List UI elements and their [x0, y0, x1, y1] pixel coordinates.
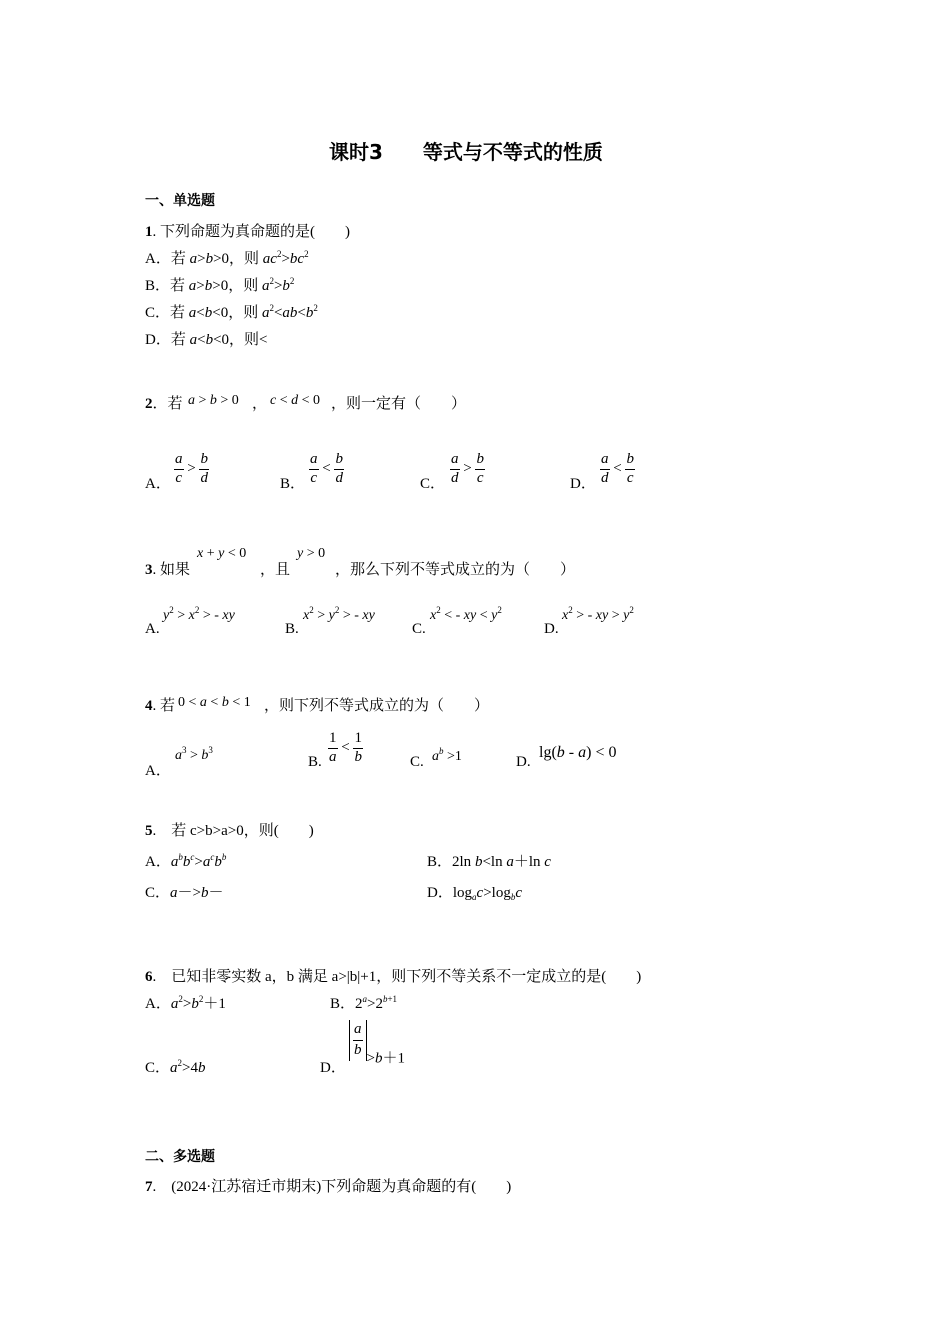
question-3-option-d-label[interactable]: D. — [544, 621, 559, 637]
question-4-option-a-label[interactable]: A． — [145, 763, 171, 779]
question-3-mid: ，且 — [260, 562, 291, 578]
question-2-tail: ，则一定有（ ） — [331, 396, 467, 412]
question-5-option-c[interactable]: C．a－>b－ — [145, 885, 224, 901]
question-5-stem — [145, 824, 314, 839]
question-3-condition-2: y > 0 — [297, 546, 326, 561]
option-label: D．若 — [145, 332, 186, 348]
question-6-option-b[interactable]: B．$2^a>2^{b+1}$ — [330, 994, 398, 1012]
question-2-option-b-label[interactable]: B． — [280, 476, 306, 492]
question-4-condition: 0 < a < b < 1 — [178, 695, 251, 710]
question-3-option-c-label[interactable]: C. — [412, 621, 426, 637]
comma: ， — [252, 396, 268, 412]
question-6-option-d-formula: $\frac{a}{b}$ >b＋1 — [349, 1020, 405, 1067]
option-label: A． — [145, 996, 171, 1012]
question-4-option-d-label[interactable]: D. — [516, 754, 531, 770]
question-3-option-c-formula: $x^2$ < - xy < $y^2$ — [430, 605, 502, 623]
question-2-option-d-formula: $\frac{a}{d}$ < $\frac{b}{c}$ — [601, 451, 634, 486]
question-number: 6 — [145, 969, 153, 985]
question-4-option-b-formula: $\frac{1}{a}$ < $\frac{1}{b}$ — [329, 730, 362, 765]
question-number: 4 — [145, 698, 153, 714]
question-text: ．若 — [152, 396, 183, 412]
question-2-option-a-formula: $\frac{a}{c}$ > $\frac{b}{d}$ — [175, 451, 208, 486]
question-3-tail: ，那么下列不等式成立的为（ ） — [335, 562, 576, 578]
question-6-option-a[interactable]: A．$a^2>b^2+1$ — [145, 994, 226, 1012]
question-2-option-a-label[interactable]: A． — [145, 476, 171, 492]
question-2-condition-1: a > b > 0 — [188, 393, 239, 408]
option-label: D． — [427, 885, 453, 901]
question-7-stem — [145, 1180, 511, 1195]
question-2-option-c-label[interactable]: C． — [420, 476, 446, 492]
question-2-stem — [145, 397, 183, 412]
question-3-stem — [145, 563, 190, 578]
question-2-option-c-formula: $\frac{a}{d}$ > $\frac{b}{c}$ — [451, 451, 484, 486]
question-5-option-a[interactable]: A．$a^bb^c>a^cb^b$ — [145, 852, 227, 870]
question-3-option-b-label[interactable]: B. — [285, 621, 299, 637]
question-4-option-c-formula: $a^b >1$ — [432, 746, 462, 764]
option-label: B．若 — [145, 278, 186, 294]
option-label: C．若 — [145, 305, 186, 321]
option-label: C． — [145, 1060, 171, 1076]
question-text: . 已知非零实数 a，b 满足 a>|b|+1，则下列不等关系不一定成立的是( ) — [152, 969, 642, 985]
question-1-option-b[interactable]: B．若 a>b>0，则 $a^2>b^2$ — [145, 276, 295, 294]
question-5-option-b[interactable]: B．2ln b<ln a＋ln c — [427, 854, 551, 870]
question-6-option-c[interactable]: C．$a^2>4b$ — [145, 1058, 206, 1076]
section-heading-single-choice: 一、单选题 — [145, 193, 215, 209]
question-text: . 若 — [152, 698, 176, 714]
question-3-condition-1: x + y < 0 — [197, 546, 247, 561]
option-label: A． — [145, 854, 171, 870]
question-1-stem — [145, 225, 350, 240]
question-6-option-d-label[interactable]: D． — [320, 1060, 346, 1076]
question-1-option-d[interactable]: D．若 a<b<0，则< — [145, 332, 268, 348]
question-4-option-d-formula: lg(b - a) < 0 — [539, 744, 617, 761]
question-text: . 若 c>b>a>0，则( ) — [152, 823, 314, 839]
question-3-option-d-formula: $x^2$ > - xy > $y^2$ — [562, 605, 634, 623]
question-2-option-d-label[interactable]: D． — [570, 476, 596, 492]
question-number: 1 — [145, 224, 153, 240]
question-text: . 如果 — [152, 562, 191, 578]
question-4-option-c-label[interactable]: C. — [410, 754, 424, 770]
question-3-option-b-formula: $x^2 > y^2$ > - xy — [303, 605, 375, 623]
question-number: 5 — [145, 823, 153, 839]
question-5-option-d[interactable]: D．$\log_ac>\log_bc$ — [427, 885, 522, 902]
question-1-option-a[interactable]: A．若 a>b>0，则 $ac^2>bc^2$ — [145, 249, 309, 267]
question-number: 7 — [145, 1179, 153, 1195]
question-6-stem — [145, 970, 641, 985]
page-title: 课时3 等式与不等式的性质 — [329, 140, 603, 164]
question-2-option-b-formula: $\frac{a}{c}$ < $\frac{b}{d}$ — [310, 451, 343, 486]
option-label: A．若 — [145, 251, 186, 267]
section-heading-multiple-choice: 二、多选题 — [145, 1149, 215, 1165]
question-text: . (2024·江苏宿迁市期末)下列命题为真命题的有( ) — [152, 1179, 512, 1195]
question-4-option-a-formula: $a^3 > b^3$ — [175, 745, 213, 763]
question-text: . 下列命题为真命题的是( ) — [152, 224, 350, 240]
question-4-tail: ，则下列不等式成立的为（ ） — [264, 698, 490, 714]
question-4-option-b-label[interactable]: B. — [308, 754, 322, 770]
question-3-option-a-label[interactable]: A. — [145, 621, 160, 637]
question-1-option-c[interactable]: C．若 a<b<0，则 $a^2<ab<b^2$ — [145, 303, 318, 321]
option-label: C． — [145, 885, 171, 901]
question-4-stem — [145, 699, 175, 714]
question-2-condition-2: c < d < 0 — [270, 393, 321, 408]
question-number: 2 — [145, 396, 153, 412]
question-number: 3 — [145, 562, 153, 578]
question-3-option-a-formula: $y^2 > x^2$ > - xy — [163, 605, 235, 623]
option-label: B． — [427, 854, 453, 870]
